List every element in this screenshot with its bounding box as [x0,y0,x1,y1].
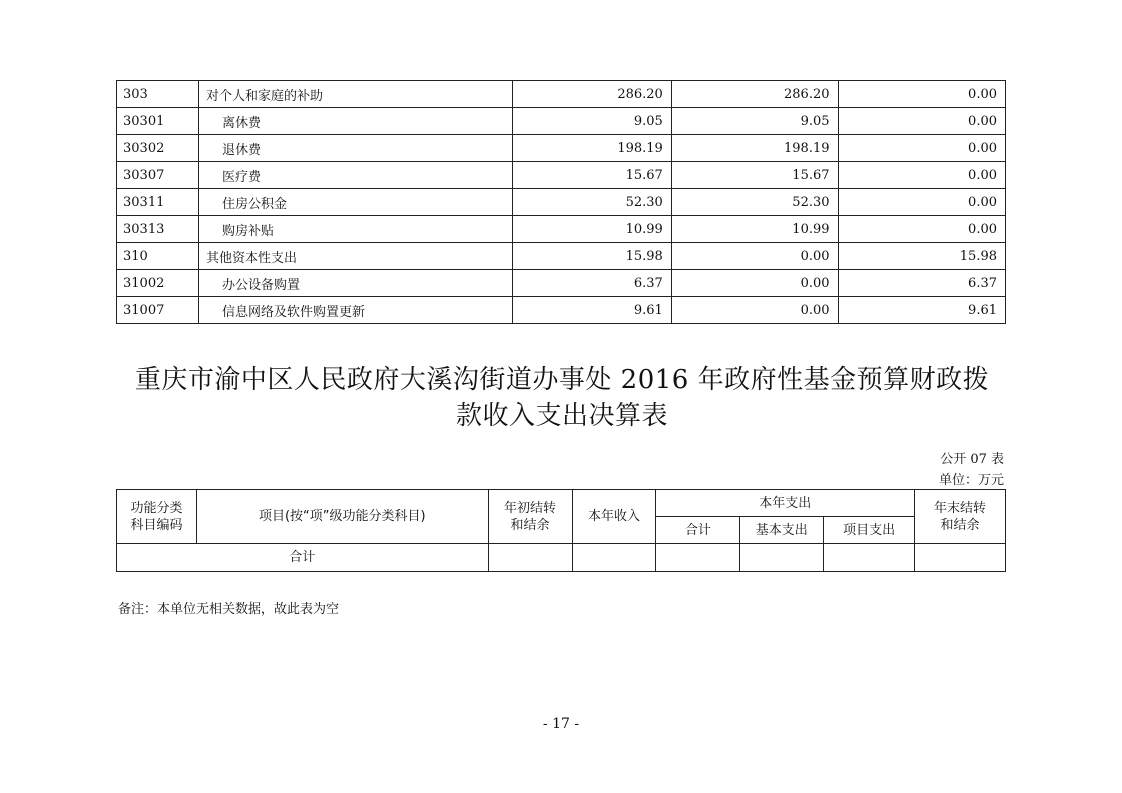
table-row [117,189,1006,216]
header-expense-basic: 基本支出 [740,517,824,544]
row-basic: 286.20 [671,81,838,108]
total-begin-balance [488,544,572,572]
row-basic: 0.00 [671,297,838,324]
header-expense-project: 项目支出 [824,517,915,544]
row-basic: 10.99 [671,216,838,243]
row-total: 198.19 [512,135,671,162]
row-total: 15.67 [512,162,671,189]
row-total: 9.05 [512,108,671,135]
table-row [117,135,1006,162]
unit-label: 单位：万元 [938,473,1004,488]
row-project: 0.00 [838,189,1005,216]
row-basic: 198.19 [671,135,838,162]
row-code: 31007 [117,297,199,324]
row-total: 286.20 [512,81,671,108]
total-expense-total [656,544,740,572]
row-project: 0.00 [838,108,1005,135]
row-total: 15.98 [512,243,671,270]
table-row [117,162,1006,189]
row-code: 30302 [117,135,199,162]
title-line-2: 款收入支出决算表 [455,401,668,431]
total-end-balance [915,544,1006,572]
row-project: 0.00 [838,81,1005,108]
row-basic: 0.00 [671,270,838,297]
fund-budget-table [116,489,1006,572]
row-total: 10.99 [512,216,671,243]
row-basic: 52.30 [671,189,838,216]
row-name: 购房补贴 [199,216,513,243]
header-expense-total: 合计 [656,517,740,544]
header-row [117,490,1006,517]
row-name: 医疗费 [199,162,513,189]
header-begin-balance: 年初结转和结余 [488,490,572,544]
row-code: 31002 [117,270,199,297]
table-row [117,108,1006,135]
row-name: 退休费 [199,135,513,162]
row-code: 30301 [117,108,199,135]
row-code: 30307 [117,162,199,189]
row-code: 303 [117,81,199,108]
row-total: 9.61 [512,297,671,324]
expense-detail-table [116,80,1006,324]
table-row [117,243,1006,270]
header-code: 功能分类科目编码 [117,490,197,544]
total-expense-basic [740,544,824,572]
row-name: 对个人和家庭的补助 [199,81,513,108]
footnote: 备注：本单位无相关数据，故此表为空 [118,602,340,617]
row-name: 信息网络及软件购置更新 [199,297,513,324]
row-project: 15.98 [838,243,1005,270]
row-project: 0.00 [838,162,1005,189]
total-row [117,544,1006,572]
row-name: 办公设备购置 [199,270,513,297]
form-number: 公开 07 表 [940,452,1004,467]
row-project: 0.00 [838,216,1005,243]
row-project: 9.61 [838,297,1005,324]
row-project: 0.00 [838,135,1005,162]
row-total: 6.37 [512,270,671,297]
table-row [117,81,1006,108]
row-basic: 0.00 [671,243,838,270]
row-basic: 9.05 [671,108,838,135]
header-expense: 本年支出 [656,490,915,517]
table-row [117,270,1006,297]
row-basic: 15.67 [671,162,838,189]
row-name: 住房公积金 [199,189,513,216]
title-line-1: 重庆市渝中区人民政府大溪沟街道办事处 2016 年政府性基金预算财政拨 [134,365,990,395]
table-row [117,297,1006,324]
row-code: 30311 [117,189,199,216]
row-name: 其他资本性支出 [199,243,513,270]
page-title [112,362,1012,434]
expense-detail-body [117,81,1006,324]
header-income: 本年收入 [572,490,656,544]
row-code: 30313 [117,216,199,243]
total-label: 合计 [117,544,489,572]
header-item: 项目(按“项”级功能分类科目) [196,490,488,544]
row-project: 6.37 [838,270,1005,297]
row-name: 离休费 [199,108,513,135]
header-end-balance: 年末结转和结余 [915,490,1006,544]
total-expense-project [824,544,915,572]
page-number: - 17 - [542,716,580,732]
table-row [117,216,1006,243]
total-income [572,544,656,572]
row-code: 310 [117,243,199,270]
row-total: 52.30 [512,189,671,216]
